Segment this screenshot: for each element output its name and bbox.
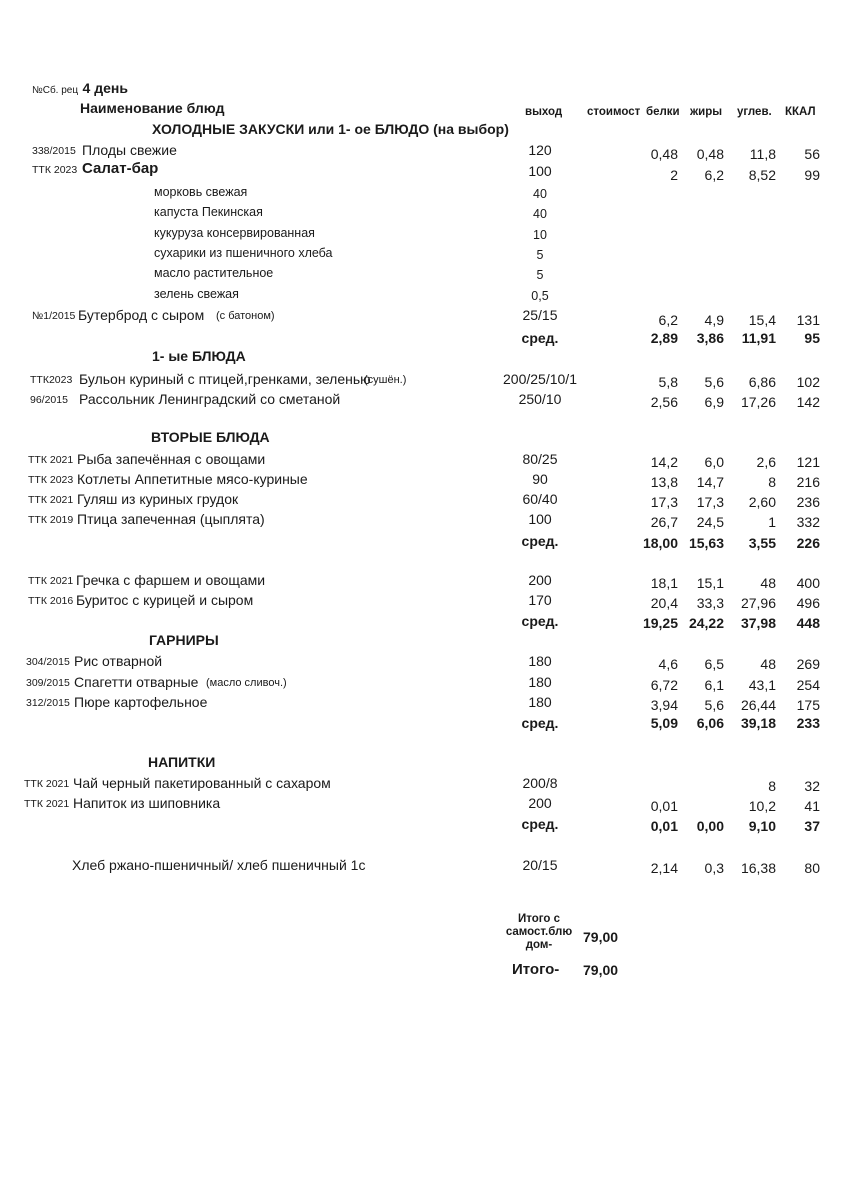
section-title: НАПИТКИ (148, 754, 216, 770)
output-value: 200/8 (522, 775, 558, 791)
average-label: сред. (521, 613, 559, 629)
ingredient-row (0, 246, 849, 266)
protein-value: 18,1 (650, 575, 678, 591)
protein-value: 3,94 (650, 697, 678, 713)
avg-fat: 24,22 (688, 615, 724, 631)
table-row (0, 694, 849, 714)
output-value: 100 (528, 163, 552, 179)
kcal-value: 400 (796, 575, 820, 591)
average-row (0, 715, 849, 735)
carbs-value: 8 (768, 474, 776, 490)
fat-value: 6,5 (704, 656, 724, 672)
avg-fat: 3,86 (696, 330, 724, 346)
self-cost-value: 79,00 (583, 929, 619, 945)
dish-name: Гуляш из куриных грудок (77, 491, 239, 507)
name-column-header: Наименование блюд (80, 100, 225, 116)
col-fat: жиры (690, 106, 723, 118)
output-value: 200 (528, 795, 552, 811)
fat-value: 6,9 (704, 394, 724, 410)
ingredient-output: 40 (533, 207, 547, 221)
kcal-value: 32 (804, 778, 820, 794)
fat-value: 33,3 (696, 595, 724, 611)
dish-name: Спагетти отварные (74, 674, 199, 690)
table-row (0, 572, 849, 592)
table-row (0, 795, 849, 815)
dish-name: Рассольник Ленинградский со сметаной (79, 391, 341, 407)
protein-value: 0,01 (650, 798, 678, 814)
average-label: сред. (521, 715, 559, 731)
ingredient-row (0, 205, 849, 225)
ingredient-row (0, 287, 849, 307)
average-label: сред. (521, 816, 559, 832)
kcal-value: 175 (796, 697, 820, 713)
recipe-code: 96/2015 (30, 394, 68, 406)
dish-note: (масло сливоч.) (206, 677, 287, 689)
avg-carbs: 39,18 (740, 715, 776, 731)
output-value: 180 (528, 653, 552, 669)
col-carbs: углев. (737, 106, 772, 118)
col-kcal: ККАЛ (785, 106, 816, 118)
fat-value: 6,1 (704, 677, 724, 693)
self-cost-label (503, 913, 575, 952)
output-value: 120 (528, 142, 552, 158)
kcal-value: 99 (804, 167, 820, 183)
avg-protein: 5,09 (650, 715, 678, 731)
output-value: 180 (528, 674, 552, 690)
recipe-code: ТТК 2016 (28, 595, 74, 607)
table-row (0, 592, 849, 612)
recipe-code: №1/2015 (32, 310, 76, 322)
recipe-code: 312/2015 (26, 697, 70, 709)
carbs-value: 17,26 (740, 394, 776, 410)
dish-name: Пюре картофельное (74, 694, 208, 710)
dish-name: Рис отварной (74, 653, 163, 669)
ingredient-row (0, 266, 849, 286)
table-row (0, 511, 849, 531)
dish-name: Чай черный пакетированный с сахаром (73, 775, 331, 791)
fat-value: 6,0 (704, 454, 724, 470)
output-value: 25/15 (522, 307, 558, 323)
avg-carbs: 37,98 (740, 615, 776, 631)
protein-value: 13,8 (650, 474, 678, 490)
output-value: 100 (528, 511, 552, 527)
avg-protein: 19,25 (642, 615, 678, 631)
recipe-code: ТТК 2023 (32, 164, 78, 176)
section-title: ВТОРЫЕ БЛЮДА (151, 429, 270, 445)
ingredient-name: масло растительное (154, 266, 274, 280)
ingredient-row (0, 226, 849, 246)
recipe-code: ТТК 2023 (28, 474, 74, 486)
recipe-code: 304/2015 (26, 656, 70, 668)
table-row (0, 451, 849, 471)
carbs-value: 48 (760, 575, 776, 591)
protein-value: 0,48 (650, 146, 678, 162)
recipe-code: ТТК 2019 (28, 514, 74, 526)
kcal-value: 80 (804, 860, 820, 876)
output-value: 200/25/10/1 (503, 371, 577, 387)
carbs-value: 2,6 (756, 454, 776, 470)
fat-value: 17,3 (696, 494, 724, 510)
table-row (0, 471, 849, 491)
dish-name: Бутерброд с сыром (78, 307, 205, 323)
total-value: 79,00 (583, 962, 619, 978)
carbs-value: 8,52 (748, 167, 776, 183)
fat-value: 5,6 (704, 374, 724, 390)
ingredient-name: морковь свежая (154, 185, 248, 199)
dish-name: Плоды свежие (82, 142, 177, 158)
avg-protein: 18,00 (642, 535, 678, 551)
average-row (0, 613, 849, 633)
output-value: 80/25 (522, 451, 558, 467)
avg-carbs: 9,10 (748, 818, 776, 834)
avg-fat: 6,06 (696, 715, 724, 731)
col-cost: стоимост (587, 106, 641, 118)
day-label: 4 день (82, 80, 128, 96)
kcal-value: 216 (796, 474, 820, 490)
recipe-code: ТТК 2021 (28, 575, 74, 587)
average-row (0, 533, 849, 553)
avg-carbs: 11,91 (741, 330, 776, 346)
ingredient-name: кукуруза консервированная (154, 226, 315, 240)
carbs-value: 16,38 (740, 860, 776, 876)
self-cost-label-line: дом- (525, 939, 553, 951)
kcal-value: 269 (796, 656, 820, 672)
average-row (0, 816, 849, 836)
carbs-value: 43,1 (748, 677, 776, 693)
table-row (0, 307, 849, 327)
recipe-code: ТТК 2021 (24, 778, 70, 790)
output-value: 60/40 (522, 491, 558, 507)
recipe-code: ТТК 2021 (28, 494, 74, 506)
dish-note: (с батоном) (216, 310, 275, 322)
protein-value: 17,3 (650, 494, 678, 510)
protein-value: 5,8 (658, 374, 678, 390)
col-protein: белки (646, 106, 680, 118)
dish-name: Котлеты Аппетитные мясо-куриные (77, 471, 308, 487)
table-row (0, 674, 849, 694)
kcal-value: 102 (796, 374, 820, 390)
dish-name: Рыба запечённая с овощами (77, 451, 266, 467)
fat-value: 0,48 (696, 146, 724, 162)
table-row (0, 142, 849, 162)
protein-value: 26,7 (650, 514, 678, 530)
kcal-value: 236 (796, 494, 820, 510)
ingredient-name: капуста Пекинская (154, 205, 263, 219)
carbs-value: 8 (768, 778, 776, 794)
output-value: 250/10 (518, 391, 562, 407)
output-value: 90 (532, 471, 548, 487)
table-row (0, 371, 849, 391)
table-row (0, 775, 849, 795)
carbs-value: 26,44 (740, 697, 776, 713)
recipe-code: 338/2015 (32, 145, 76, 157)
average-label: сред. (521, 330, 559, 346)
bread-name: Хлеб ржано-пшеничный/ хлеб пшеничный 1с (72, 857, 366, 873)
output-value: 180 (528, 694, 552, 710)
dish-note: (сушён.) (364, 374, 407, 386)
protein-value: 2,56 (650, 394, 678, 410)
carbs-value: 10,2 (748, 798, 776, 814)
ingredient-output: 10 (533, 228, 547, 242)
table-row (0, 653, 849, 673)
self-cost-label-line: Итого с (517, 913, 561, 925)
fat-value: 5,6 (704, 697, 724, 713)
dish-name: Гречка с фаршем и овощами (76, 572, 266, 588)
avg-kcal: 37 (804, 818, 820, 834)
ingredient-name: зелень свежая (154, 287, 239, 301)
recipe-code: ТТК 2021 (28, 454, 74, 466)
dish-name: Буритос с курицей и сыром (76, 592, 254, 608)
avg-kcal: 448 (796, 615, 820, 631)
avg-carbs: 3,55 (748, 535, 776, 551)
ingredient-row (0, 185, 849, 205)
fat-value: 6,2 (704, 167, 724, 183)
self-cost-label-line: самост.блю (505, 926, 573, 938)
avg-kcal: 233 (796, 715, 820, 731)
doc-header (32, 80, 128, 98)
kcal-value: 121 (796, 454, 820, 470)
col-output: выход (525, 106, 563, 118)
avg-kcal: 226 (796, 535, 820, 551)
ingredient-name: сухарики из пшеничного хлеба (154, 246, 333, 260)
bread-row (0, 857, 849, 877)
avg-fat: 15,63 (688, 535, 724, 551)
dish-name: Напиток из шиповника (73, 795, 221, 811)
carbs-value: 15,4 (748, 312, 776, 328)
kcal-value: 56 (804, 146, 820, 162)
fat-value: 4,9 (704, 312, 724, 328)
recipe-code: ТТК 2021 (24, 798, 70, 810)
protein-value: 4,6 (658, 656, 678, 672)
carbs-value: 1 (768, 514, 776, 530)
protein-value: 14,2 (650, 454, 678, 470)
total-label: Итого- (512, 961, 560, 978)
ingredient-output: 5 (536, 268, 544, 282)
protein-value: 20,4 (650, 595, 678, 611)
ingredient-output: 5 (536, 248, 544, 262)
kcal-value: 131 (796, 312, 820, 328)
protein-value: 6,2 (658, 312, 678, 328)
protein-value: 2,14 (650, 860, 678, 876)
kcal-value: 142 (796, 394, 820, 410)
fat-value: 14,7 (696, 474, 724, 490)
kcal-value: 332 (796, 514, 820, 530)
fat-value: 24,5 (696, 514, 724, 530)
doc-ref: №Сб. рец (32, 85, 79, 96)
avg-protein: 0,01 (650, 818, 678, 834)
section-title: ГАРНИРЫ (149, 632, 219, 648)
dish-name: Салат-бар (82, 160, 159, 177)
recipe-code: ТТК2023 (30, 374, 73, 386)
output-value: 200 (528, 572, 552, 588)
output-value: 20/15 (522, 857, 558, 873)
average-row (0, 330, 849, 350)
carbs-value: 6,86 (748, 374, 776, 390)
avg-kcal: 95 (804, 330, 820, 346)
section-title: 1- ые БЛЮДА (152, 348, 246, 364)
ingredient-output: 40 (533, 187, 547, 201)
section-title: ХОЛОДНЫЕ ЗАКУСКИ или 1- ое БЛЮДО (на выбор) (152, 121, 509, 137)
carbs-value: 2,60 (748, 494, 776, 510)
table-row (0, 160, 849, 183)
carbs-value: 48 (760, 656, 776, 672)
table-row (0, 491, 849, 511)
average-label: сред. (521, 533, 559, 549)
ingredient-output: 0,5 (531, 289, 549, 303)
kcal-value: 254 (796, 677, 820, 693)
kcal-value: 496 (796, 595, 820, 611)
protein-value: 2 (670, 167, 678, 183)
carbs-value: 27,96 (740, 595, 776, 611)
avg-protein: 2,89 (650, 330, 678, 346)
fat-value: 15,1 (696, 575, 724, 591)
output-value: 170 (528, 592, 552, 608)
fat-value: 0,3 (704, 860, 724, 876)
avg-fat: 0,00 (696, 818, 724, 834)
protein-value: 6,72 (650, 677, 678, 693)
table-row (0, 391, 849, 411)
dish-name: Птица запеченная (цыплята) (77, 511, 265, 527)
dish-name: Бульон куриный с птицей,гренками, зеленью (79, 371, 371, 387)
recipe-code: 309/2015 (26, 677, 70, 689)
kcal-value: 41 (804, 798, 820, 814)
carbs-value: 11,8 (749, 146, 776, 162)
